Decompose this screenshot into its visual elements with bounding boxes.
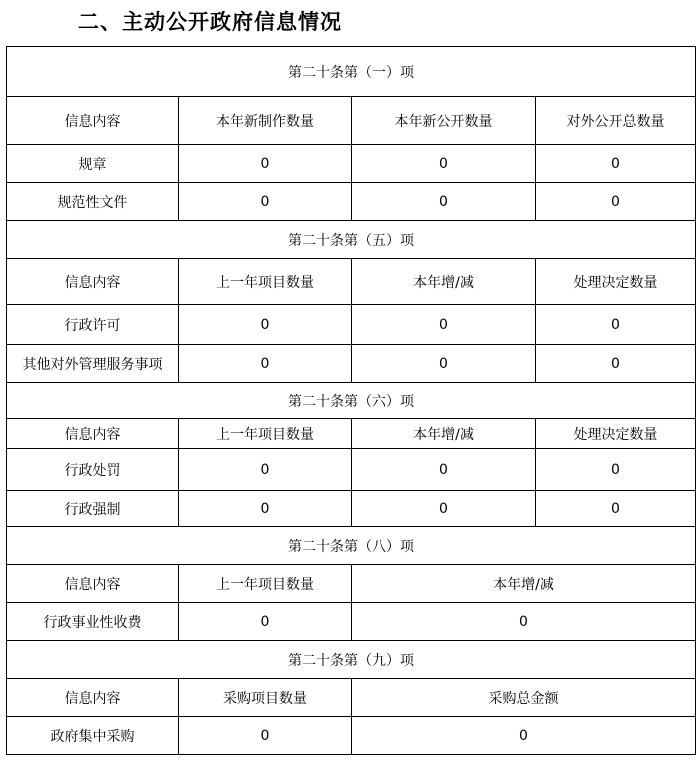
table-row [7, 183, 696, 221]
header-purchase-amount: 采购总金额 [352, 679, 696, 717]
header-info-content: 信息内容 [7, 565, 179, 603]
table-row [7, 305, 696, 345]
cell-value: 0 [536, 345, 696, 383]
header-year-change: 本年增/减 [352, 565, 696, 603]
row-label: 行政处罚 [7, 449, 179, 491]
row-label: 行政许可 [7, 305, 179, 345]
header-info-content: 信息内容 [7, 259, 179, 305]
cell-value: 0 [352, 491, 536, 527]
cell-value: 0 [179, 603, 352, 641]
cell-value: 0 [179, 345, 352, 383]
section-heading-5: 第二十条第（五）项 [7, 221, 696, 259]
row-label: 行政事业性收费 [7, 603, 179, 641]
header-last-year-count: 上一年项目数量 [179, 565, 352, 603]
cell-value: 0 [352, 603, 696, 641]
header-purchase-count: 采购项目数量 [179, 679, 352, 717]
disclosure-table [6, 46, 696, 755]
cell-value: 0 [536, 491, 696, 527]
row-label: 规范性文件 [7, 183, 179, 221]
section-heading-1: 第二十条第（一）项 [7, 47, 696, 97]
cell-value: 0 [179, 183, 352, 221]
header-decision-count: 处理决定数量 [536, 419, 696, 449]
header-last-year-count: 上一年项目数量 [179, 259, 352, 305]
cell-value: 0 [352, 145, 536, 183]
header-last-year-count: 上一年项目数量 [179, 419, 352, 449]
row-label: 规章 [7, 145, 179, 183]
cell-value: 0 [352, 305, 536, 345]
section-heading-9: 第二十条第（九）项 [7, 641, 696, 679]
table-row [7, 345, 696, 383]
cell-value: 0 [352, 345, 536, 383]
header-new-made-count: 本年新制作数量 [179, 97, 352, 145]
cell-value: 0 [352, 449, 536, 491]
header-info-content: 信息内容 [7, 419, 179, 449]
cell-value: 0 [536, 145, 696, 183]
cell-value: 0 [352, 717, 696, 755]
row-label: 政府集中采购 [7, 717, 179, 755]
table-row [7, 449, 696, 491]
cell-value: 0 [179, 449, 352, 491]
section-heading-8: 第二十条第（八）项 [7, 527, 696, 565]
section-heading-6: 第二十条第（六）项 [7, 383, 696, 419]
cell-value: 0 [536, 183, 696, 221]
cell-value: 0 [179, 305, 352, 345]
cell-value: 0 [536, 449, 696, 491]
header-total-published-count: 对外公开总数量 [536, 97, 696, 145]
cell-value: 0 [179, 145, 352, 183]
cell-value: 0 [352, 183, 536, 221]
table-row [7, 491, 696, 527]
row-label: 其他对外管理服务事项 [7, 345, 179, 383]
header-new-published-count: 本年新公开数量 [352, 97, 536, 145]
cell-value: 0 [179, 717, 352, 755]
row-label: 行政强制 [7, 491, 179, 527]
header-info-content: 信息内容 [7, 679, 179, 717]
table-row [7, 717, 696, 755]
header-year-change: 本年增/减 [352, 419, 536, 449]
header-info-content: 信息内容 [7, 97, 179, 145]
header-year-change: 本年增/减 [352, 259, 536, 305]
cell-value: 0 [536, 305, 696, 345]
page-title: 二、主动公开政府信息情况 [78, 10, 342, 34]
cell-value: 0 [179, 491, 352, 527]
table-row [7, 145, 696, 183]
header-decision-count: 处理决定数量 [536, 259, 696, 305]
table-row [7, 603, 696, 641]
